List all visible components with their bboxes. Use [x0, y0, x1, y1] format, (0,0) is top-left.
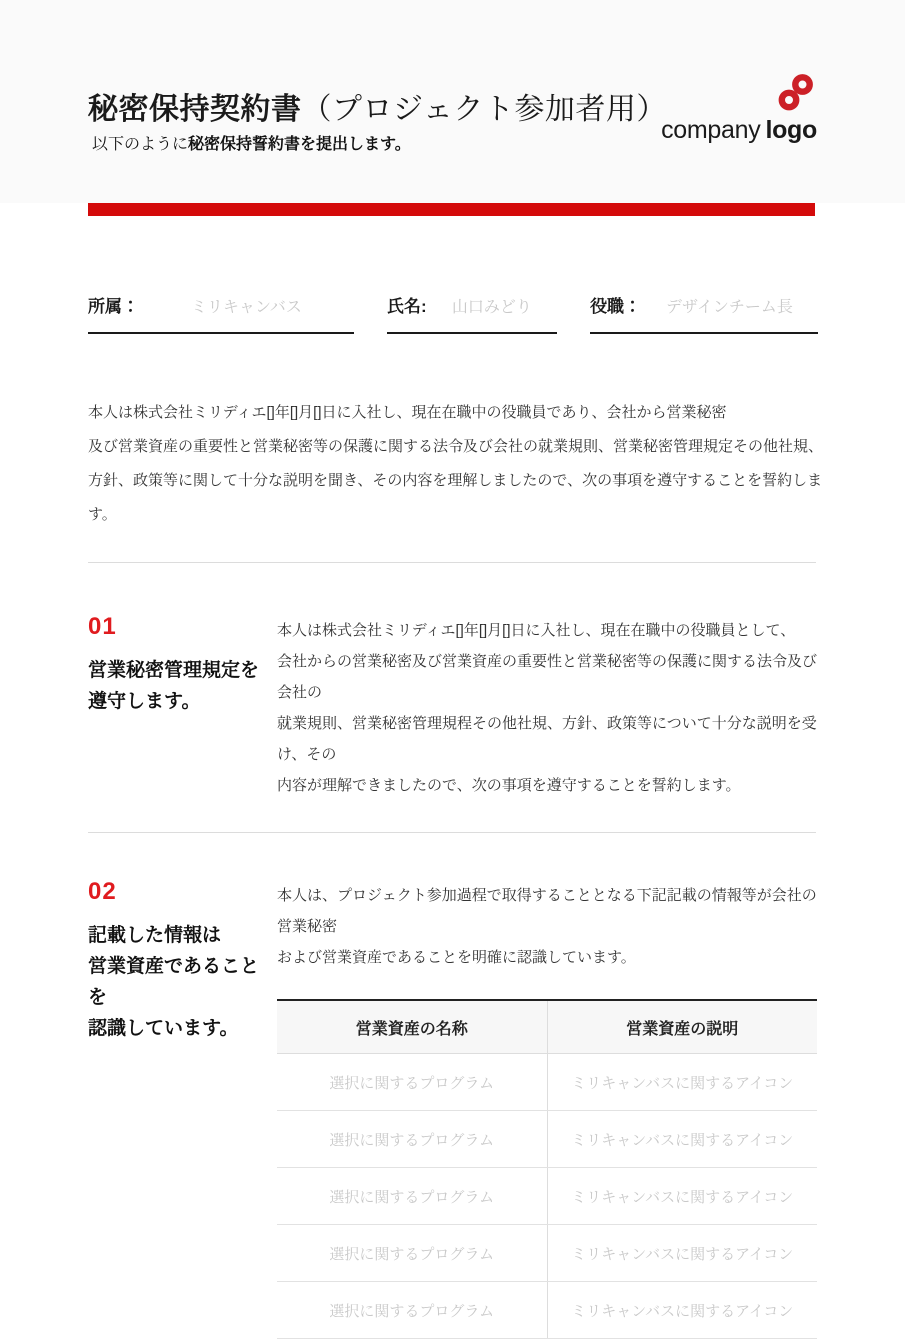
section-02-left — [88, 878, 277, 1339]
section-02-heading-line: 記載した情報は — [88, 925, 222, 946]
page-title — [88, 84, 667, 128]
section-01-body-line: 会社からの営業秘密及び営業資産の重要性と営業秘密等の保護に関する法令及び会社の — [277, 653, 818, 701]
section-02-body — [277, 878, 818, 1339]
section-01-body-line: 内容が理解できましたので、次の事項を遵守することを誓約します。 — [277, 777, 741, 794]
section-divider — [88, 562, 816, 563]
logo-word-logo: logo — [765, 116, 817, 144]
company-logo-text — [661, 116, 817, 145]
section-02 — [88, 878, 818, 1339]
position-field[interactable] — [590, 292, 818, 334]
asset-description-cell[interactable]: ミリキャンバスに関するアイコン — [547, 1282, 817, 1339]
affiliation-field[interactable] — [88, 292, 354, 334]
logo-word-company: company — [661, 116, 761, 144]
asset-description-cell[interactable]: ミリキャンバスに関するアイコン — [547, 1111, 817, 1168]
asset-name-cell[interactable]: 選択に関するプログラム — [277, 1225, 547, 1282]
section-02-body-line: および営業資産であることを明確に認識しています。 — [277, 949, 636, 966]
section-01-number: 01 — [88, 613, 117, 640]
table-header-asset-description: 営業資産の説明 — [547, 1000, 817, 1054]
section-02-heading-line: 営業資産であることを — [88, 956, 260, 1008]
section-01-body-text — [277, 615, 818, 801]
asset-description-cell[interactable]: ミリキャンバスに関するアイコン — [547, 1225, 817, 1282]
intro-line: 及び営業資産の重要性と営業秘密等の保護に関する法令及び会社の就業規則、営業秘密管理規定その他社規、 — [88, 438, 824, 455]
name-value[interactable]: 山口みどり — [451, 299, 532, 316]
asset-description-cell[interactable]: ミリキャンバスに関するアイコン — [547, 1054, 817, 1111]
position-value[interactable]: デザインチーム長 — [666, 299, 793, 316]
asset-name-cell[interactable]: 選択に関するプログラム — [277, 1282, 547, 1339]
signer-info-form — [88, 292, 818, 334]
company-logo — [661, 74, 817, 145]
asset-name-cell[interactable]: 選択に関するプログラム — [277, 1168, 547, 1225]
intro-line: 本人は株式会社ミリディエ[]年[]月[]日に入社し、現在在職中の役職員であり、会社から営業秘密 — [88, 404, 727, 421]
asset-name-cell[interactable]: 選択に関するプログラム — [277, 1111, 547, 1168]
section-02-body-line: 本人は、プロジェクト参加過程で取得することとなる下記記載の情報等が会社の営業秘密 — [277, 887, 817, 935]
section-02-body-text — [277, 880, 818, 973]
section-01-body-line: 就業規則、営業秘密管理規程その他社規、方針、政策等について十分な説明を受け、その — [277, 715, 817, 763]
business-assets-table — [277, 999, 817, 1339]
asset-name-cell[interactable]: 選択に関するプログラム — [277, 1054, 547, 1111]
page-subtitle-bold: 秘密保持誓約書を提出します。 — [188, 136, 411, 153]
table-row — [277, 1111, 817, 1168]
asset-description-cell[interactable]: ミリキャンバスに関するアイコン — [547, 1168, 817, 1225]
name-label: 氏名: — [387, 297, 427, 316]
section-01-left — [88, 613, 277, 801]
section-02-heading — [88, 920, 277, 1044]
accent-bar — [88, 203, 815, 216]
section-02-heading-line: 認識しています。 — [88, 1018, 239, 1039]
table-header-row — [277, 1000, 817, 1054]
table-row — [277, 1225, 817, 1282]
affiliation-value[interactable]: ミリキャンバス — [191, 299, 302, 316]
document-header — [0, 0, 905, 203]
position-label: 役職： — [590, 297, 641, 316]
infinity-loop-icon — [777, 74, 815, 112]
intro-line: 方針、政策等に関して十分な説明を聞き、その内容を理解しましたので、次の事項を遵守することを誓約します。 — [88, 472, 823, 523]
affiliation-label: 所属： — [88, 297, 139, 316]
section-01-heading — [88, 655, 277, 717]
section-01-body — [277, 613, 818, 801]
table-row — [277, 1282, 817, 1339]
section-01 — [88, 613, 818, 801]
section-01-heading-line: 遵守します。 — [88, 691, 201, 712]
table-row — [277, 1168, 817, 1225]
table-row — [277, 1054, 817, 1111]
page-subtitle-prefix: 以下のように — [92, 136, 189, 153]
section-01-body-line: 本人は株式会社ミリディエ[]年[]月[]日に入社し、現在在職中の役職員として、 — [277, 622, 796, 639]
page-title-paren: （プロジェクト参加者用） — [301, 93, 667, 126]
table-header-asset-name: 営業資産の名称 — [277, 1000, 547, 1054]
page-subtitle — [92, 131, 411, 154]
name-field[interactable] — [387, 292, 557, 334]
intro-paragraph — [88, 396, 845, 532]
section-divider — [88, 832, 816, 833]
section-02-number: 02 — [88, 878, 117, 905]
page-title-main: 秘密保持契約書 — [88, 93, 302, 126]
section-01-heading-line: 営業秘密管理規定を — [88, 660, 260, 681]
